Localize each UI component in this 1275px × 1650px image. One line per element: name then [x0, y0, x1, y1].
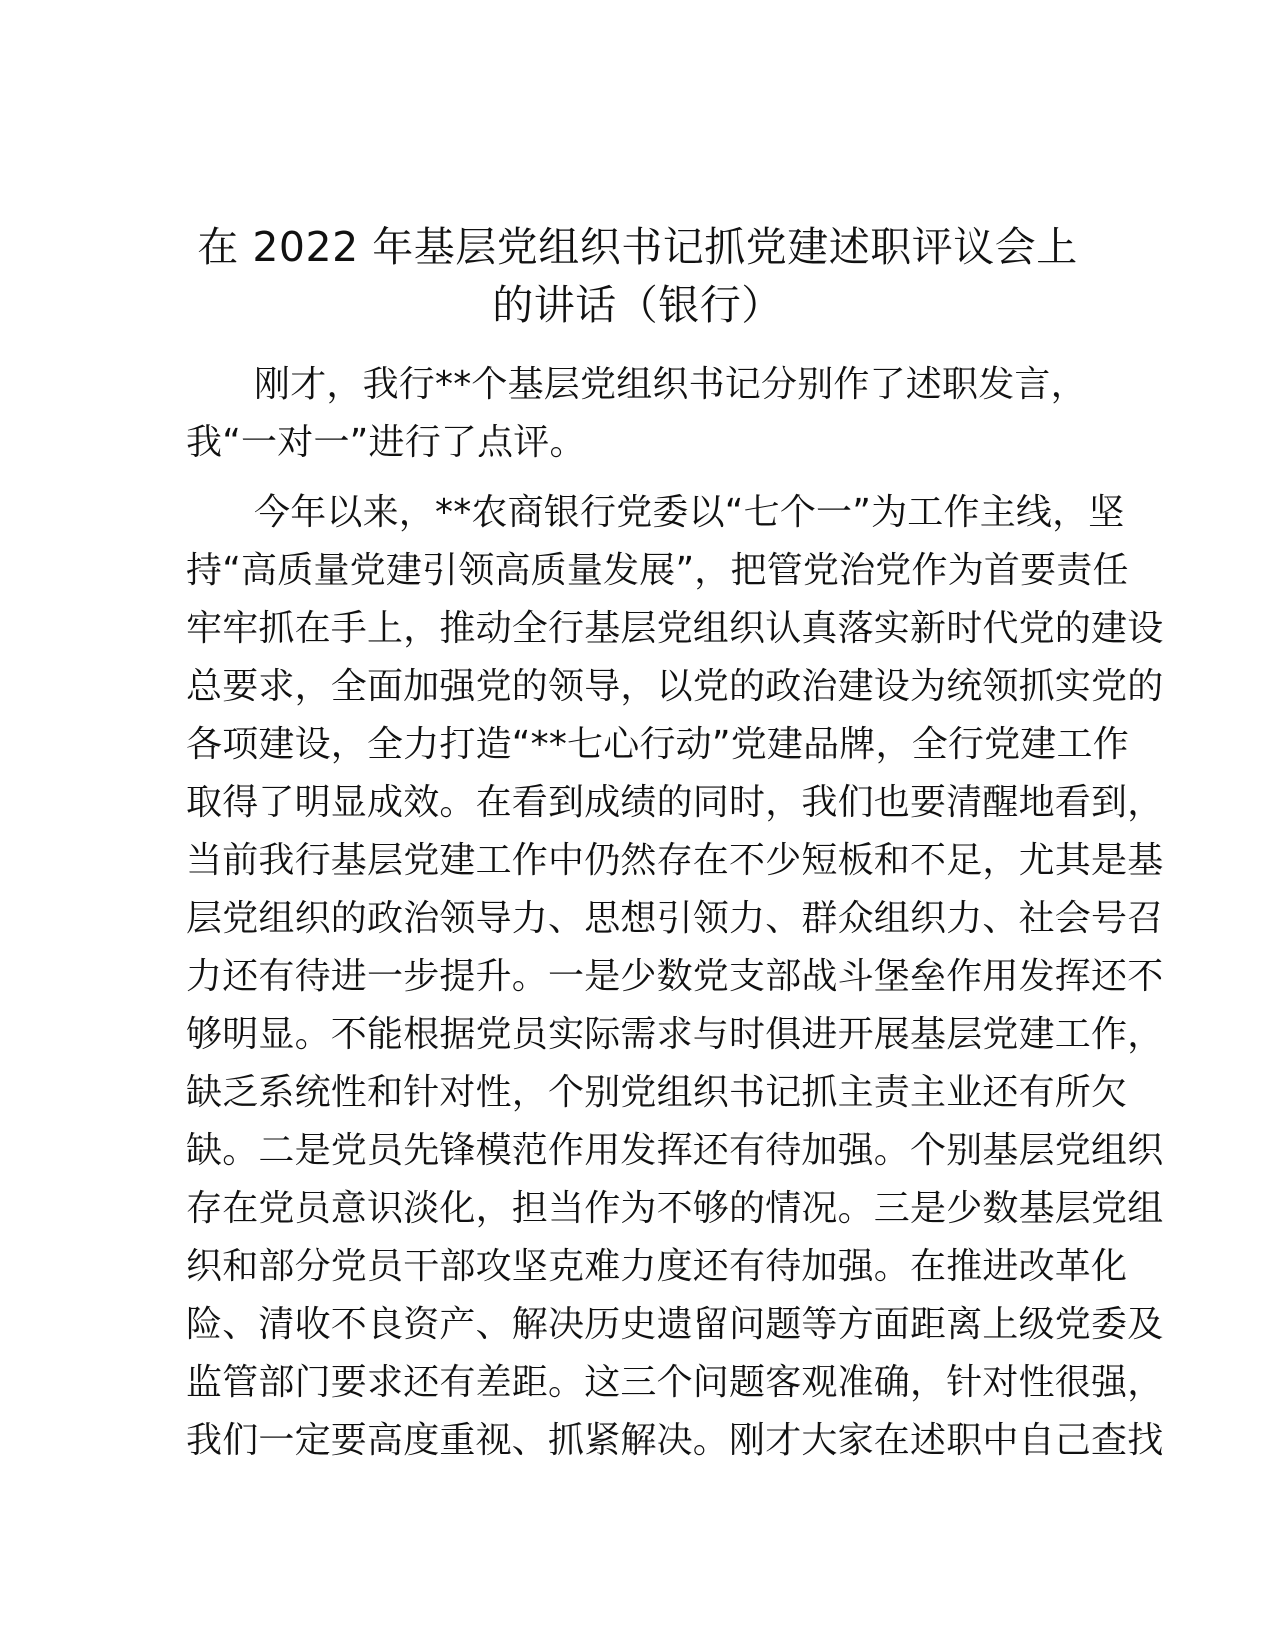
paragraph-line: 缺乏系统性和针对性，个别党组织书记抓主责主业还有所欠	[186, 1072, 1128, 1113]
document-title	[170, 218, 1105, 334]
paragraph-line: 刚才，我行**个基层党组织书记分别作了述职发言，	[254, 364, 1087, 405]
title-line: 在 2022 年基层党组织书记抓党建述职评议会上	[197, 223, 1078, 271]
paragraph-line: 我“一对一”进行了点评。	[186, 422, 586, 463]
paragraph-line: 存在党员意识淡化，担当作为不够的情况。三是少数基层党组	[186, 1188, 1164, 1229]
title-line: 的讲话（银行）	[492, 281, 783, 329]
paragraph-line: 牢牢抓在手上，推动全行基层党组织认真落实新时代党的建设	[186, 608, 1164, 649]
paragraph-line: 织和部分党员干部攻坚克难力度还有待加强。在推进改革化	[186, 1246, 1128, 1287]
paragraph-line: 险、清收不良资产、解决历史遗留问题等方面距离上级党委及	[186, 1304, 1164, 1345]
paragraph-line: 力还有待进一步提升。一是少数党支部战斗堡垒作用发挥还不	[186, 956, 1164, 997]
paragraph-line: 取得了明显成效。在看到成绩的同时，我们也要清醒地看到，	[186, 782, 1164, 823]
paragraph-line: 缺。二是党员先锋模范作用发挥还有待加强。个别基层党组织	[186, 1130, 1164, 1171]
paragraph-line: 持“高质量党建引领高质量发展”，把管党治党作为首要责任	[186, 550, 1129, 591]
paragraph-line: 当前我行基层党建工作中仍然存在不少短板和不足，尤其是基	[186, 840, 1164, 881]
paragraph-line: 总要求，全面加强党的领导，以党的政治建设为统领抓实党的	[186, 666, 1164, 707]
paragraph-line: 层党组织的政治领导力、思想引领力、群众组织力、社会号召	[186, 898, 1164, 939]
paragraph-line: 够明显。不能根据党员实际需求与时俱进开展基层党建工作，	[186, 1014, 1164, 1055]
paragraph-line: 各项建设，全力打造“**七心行动”党建品牌，全行党建工作	[186, 724, 1129, 765]
paragraph-line: 我们一定要高度重视、抓紧解决。刚才大家在述职中自己查找	[186, 1420, 1164, 1461]
paragraph-2	[186, 484, 1164, 1470]
paragraph-line: 监管部门要求还有差距。这三个问题客观准确，针对性很强，	[186, 1362, 1164, 1403]
paragraph-1	[186, 356, 1086, 472]
document-body	[186, 356, 1164, 1482]
paragraph-line: 今年以来，**农商银行党委以“七个一”为工作主线，坚	[254, 492, 1125, 533]
